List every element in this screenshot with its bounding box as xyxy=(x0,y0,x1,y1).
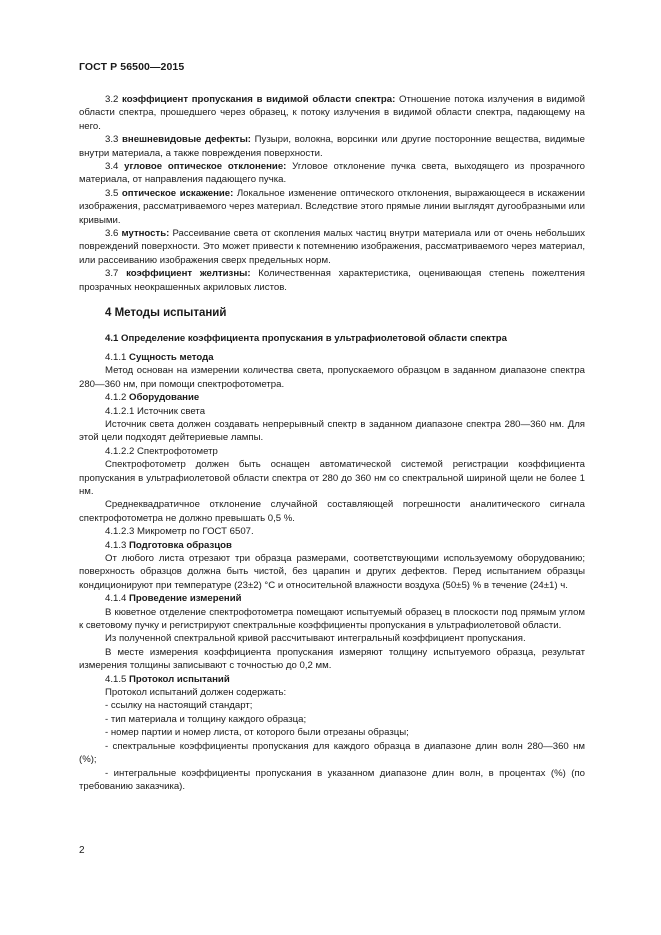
term-3-7: 3.7 коэффициент желтизны: Количественная характеристика, оценивающая степень пожелтения прозрачных неокрашенных акриловых листов. xyxy=(79,268,585,293)
list-item: - спектральные коэффициенты пропускания для каждого образца в диапазоне длин волн 280—360 нм (%); xyxy=(79,740,585,766)
section-4-heading: 4 Методы испытаний xyxy=(105,307,227,320)
document-body xyxy=(79,93,585,793)
clause-4-1-4-text-1: В кюветное отделение спектрофотометра помещают испытуемый образец в плоскости под прямым углом к световому пучку и регистрируют спектральные коэффициенты пропускания в ультрафиолетовой области. xyxy=(79,606,585,632)
clause-4-1-5-intro: Протокол испытаний должен содержать: xyxy=(105,687,287,699)
clause-4-1-2-3: 4.1.2.3 Микрометр по ГОСТ 6507. xyxy=(105,526,254,538)
page-number: 2 xyxy=(79,845,85,856)
list-item: - тип материала и толщину каждого образца; xyxy=(105,713,307,725)
clause-4-1-2-1-heading: 4.1.2.1 Источник света xyxy=(105,405,206,417)
clause-4-1-2-1-text: Источник света должен создавать непрерывный спектр в заданном диапазоне спектра 280—360 нм. Для этой цели подходят дейтериевые лампы. xyxy=(79,418,585,444)
term-3-5: 3.5 оптическое искажение: Локальное изменение оптического отклонения, выражающееся в искажении изображения, рассматриваемого через материал. Вследствие этого прямые линии выглядят дугообразными или кривыми. xyxy=(79,187,585,226)
clause-4-1-3-text: От любого листа отрезают три образца размерами, соответствующими используемому оборудованию; поверхность образцов должна быть чистой, без царапин и других дефектов. Перед испытанием образцы кондиционируют при температуре (23±2) °С и относительной влажности воздуха (50±5) % в течение (24±1) ч. xyxy=(79,553,585,591)
clause-4-1-1-text: Метод основан на измерении количества света, пропускаемого образцом в заданном диапазоне спектра 280—360 нм, при помощи спектрофотометра. xyxy=(79,365,585,390)
clause-4-1-2-heading: 4.1.2 Оборудование xyxy=(105,392,200,404)
list-item: - ссылку на настоящий стандарт; xyxy=(105,700,253,712)
clause-4-1-4-text-2: Из полученной спектральной кривой рассчитывают интегральный коэффициент пропускания. xyxy=(105,633,526,645)
clause-4-1-3-heading: 4.1.3 Подготовка образцов xyxy=(105,539,232,551)
term-3-2: 3.2 коэффициент пропускания в видимой области спектра: Отношение потока излучения в видимой области спектра, прошедшего через образец, к потоку излучения в видимой области спектра, падающему на него. xyxy=(79,94,585,132)
term-3-4: 3.4 угловое оптическое отклонение: Угловое отклонение пучка света, выходящего из прозрачного материала, от направления падающего пучка. xyxy=(79,161,586,186)
subsection-4-1-heading: 4.1 Определение коэффициента пропускания в ультрафиолетовой области спектра xyxy=(105,332,507,344)
term-3-3: 3.3 внешневидовые дефекты: Пузыри, волокна, ворсинки или другие посторонние вещества, видимые внутри материала, а также повреждения поверхности. xyxy=(79,134,585,159)
clause-4-1-1-heading: 4.1.1 Сущность метода xyxy=(105,351,214,363)
list-item: - интегральные коэффициенты пропускания в указанном диапазоне длин волн, в процентах (%) (по требованию заказчика). xyxy=(79,767,585,792)
list-item: - номер партии и номер листа, от которого были отрезаны образцы; xyxy=(105,727,409,739)
clause-4-1-2-2-text-2: Среднеквадратичное отклонение случайной составляющей погрешности аналитического сигнала спектрофотометра не должно превышать 0,5 %. xyxy=(79,499,585,524)
clause-4-1-2-2-heading: 4.1.2.2 Спектрофотометр xyxy=(105,445,218,457)
term-3-6: 3.6 мутность: Рассеивание света от скопления малых частиц внутри материала или от очень небольших повреждений поверхности. Это может привести к потемнению изображения, рассматриваемого через материал, или рассеиванию изображения сверх предельных норм. xyxy=(79,228,585,266)
clause-4-1-5-heading: 4.1.5 Протокол испытаний xyxy=(105,673,230,685)
clause-4-1-4-text-3: В месте измерения коэффициента пропускания измеряют толщину испытуемого образца, результат измерения толщины записывают с точностью до 0,2 мм. xyxy=(79,646,585,672)
clause-4-1-4-heading: 4.1.4 Проведение измерений xyxy=(105,593,242,605)
clause-4-1-2-2-text-1: Спектрофотометр должен быть оснащен автоматической системой регистрации коэффициента пропускания в ультрафиолетовой области спектра от 280 до 360 нм со спектральной шириной щели не более 1 нм. xyxy=(79,459,585,497)
document-header: ГОСТ Р 56500—2015 xyxy=(79,61,185,73)
